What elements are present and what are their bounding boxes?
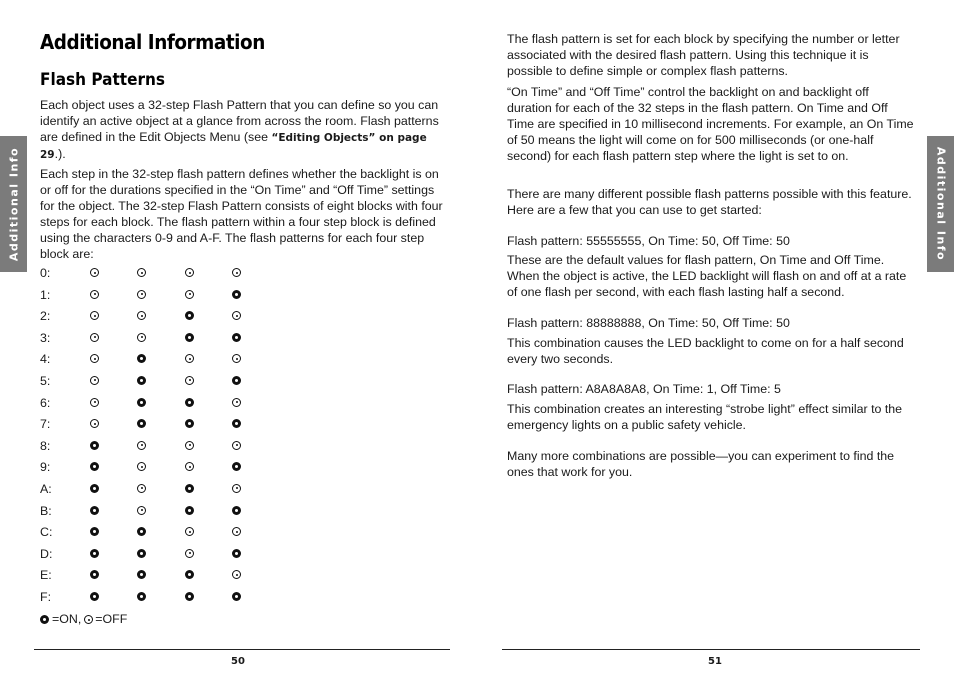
side-tab-label: Additional Info <box>934 146 947 262</box>
off-dot-icon <box>90 333 99 342</box>
on-dot-icon <box>232 333 241 342</box>
pattern-row <box>40 439 300 461</box>
intro-paragraph <box>40 97 445 163</box>
off-dot-icon <box>185 354 194 363</box>
right-page <box>477 0 954 684</box>
off-dot-icon <box>232 268 241 277</box>
off-dot-icon <box>185 527 194 536</box>
example-heading: Flash pattern: 55555555, On Time: 50, Off Time: 50 <box>507 234 790 248</box>
off-dot-icon <box>232 484 241 493</box>
pattern-code-label: 4: <box>40 352 51 367</box>
off-dot-icon <box>232 354 241 363</box>
pattern-row <box>40 568 300 590</box>
on-dot-icon <box>137 549 146 558</box>
on-dot-icon <box>90 506 99 515</box>
on-dot-icon <box>137 527 146 536</box>
closing-paragraph: Many more combinations are possible—you can experiment to find the ones that work for you. <box>507 449 895 479</box>
on-dot-icon <box>137 570 146 579</box>
example-heading: Flash pattern: A8A8A8A8, On Time: 1, Off Time: 5 <box>507 382 781 396</box>
on-dot-icon <box>137 592 146 601</box>
off-dot-icon <box>137 462 146 471</box>
on-dot-icon <box>185 311 194 320</box>
page-title: Additional Information <box>40 30 265 54</box>
on-dot-icon <box>185 570 194 579</box>
off-dot-icon <box>137 311 146 320</box>
off-dot-icon <box>232 570 241 579</box>
on-dot-icon <box>232 419 241 428</box>
pattern-row <box>40 417 300 439</box>
pattern-row <box>40 396 300 418</box>
pattern-code-label: C: <box>40 525 53 540</box>
on-dot-icon <box>90 592 99 601</box>
paragraph-examples-intro: There are many different possible flash patterns possible with this feature. Here are a few that you can use to get started: <box>507 187 912 217</box>
pattern-code-label: 8: <box>40 438 51 453</box>
on-dot-icon <box>185 419 194 428</box>
off-dot-icon <box>185 376 194 385</box>
off-dot-icon <box>84 615 93 624</box>
on-dot-icon <box>137 354 146 363</box>
on-dot-icon <box>137 398 146 407</box>
on-dot-icon <box>232 506 241 515</box>
pattern-code-label: D: <box>40 546 53 561</box>
section-heading: Flash Patterns <box>40 70 166 90</box>
on-dot-icon <box>185 398 194 407</box>
off-dot-icon <box>90 376 99 385</box>
off-dot-icon <box>137 290 146 299</box>
side-tab-label: Additional Info <box>7 146 20 262</box>
on-dot-icon <box>232 549 241 558</box>
intro-text: Each object uses a 32-step Flash Pattern that you can define so you can identify an active object at a glance from across the room. Flash patterns are defined in the Edit Objects Menu (see <box>40 98 439 144</box>
intro-text-end: .). <box>54 147 66 161</box>
on-dot-icon <box>232 376 241 385</box>
off-dot-icon <box>137 333 146 342</box>
off-dot-icon <box>90 419 99 428</box>
paragraph-block-setting: The flash pattern is set for each block by specifying the number or letter associated with the desired flash pattern. Using this technique it is possible to define simple or complex flash patterns. <box>507 32 900 78</box>
pattern-row <box>40 590 300 612</box>
footer-rule <box>34 649 450 650</box>
pattern-code-label: 9: <box>40 460 51 475</box>
off-dot-icon <box>137 506 146 515</box>
pattern-row <box>40 331 300 353</box>
off-dot-icon <box>232 527 241 536</box>
on-dot-icon <box>185 506 194 515</box>
cross-reference-link[interactable]: “Editing Objects” on page 29 <box>40 132 427 161</box>
off-dot-icon <box>185 549 194 558</box>
off-dot-icon <box>137 484 146 493</box>
off-dot-icon <box>137 441 146 450</box>
steps-paragraph: Each step in the 32-step flash pattern defines whether the backlight is on or off for the durations specified in the “On Time” and “Off Time” settings for the object. The 32-step Flash Pattern consists of eight blocks with four steps for each block. The flash pattern within a four step block is defined using the characters 0-9 and A-F. The flash patterns for each four step block are: <box>40 167 443 261</box>
off-dot-icon <box>232 441 241 450</box>
on-dot-icon <box>232 592 241 601</box>
off-dot-icon <box>185 462 194 471</box>
pattern-code-label: 1: <box>40 287 51 302</box>
off-dot-icon <box>90 268 99 277</box>
on-dot-icon <box>90 527 99 536</box>
pattern-code-label: 2: <box>40 309 51 324</box>
pattern-row <box>40 266 300 288</box>
pattern-row <box>40 547 300 569</box>
off-dot-icon <box>90 311 99 320</box>
pattern-code-label: 7: <box>40 417 51 432</box>
on-dot-icon <box>90 484 99 493</box>
pattern-row <box>40 288 300 310</box>
on-dot-icon <box>185 592 194 601</box>
off-dot-icon <box>232 311 241 320</box>
on-dot-icon <box>137 376 146 385</box>
paragraph-on-off-time: “On Time” and “Off Time” control the backlight on and backlight off duration for each of the 32 steps in the flash pattern. On Time and Off Time are specified in 10 millisecond increments. For example, an On Time of 50 means the light will come on for 500 milliseconds (or one-half second) for each flash pattern step where the light is set to on. <box>507 85 914 163</box>
off-dot-icon <box>90 290 99 299</box>
pattern-code-label: B: <box>40 503 52 518</box>
on-dot-icon <box>90 549 99 558</box>
page-number: 51 <box>708 656 722 667</box>
on-dot-icon <box>185 333 194 342</box>
pattern-row <box>40 525 300 547</box>
on-dot-icon <box>185 484 194 493</box>
pattern-row <box>40 374 300 396</box>
on-dot-icon <box>90 570 99 579</box>
example-heading: Flash pattern: 88888888, On Time: 50, Off Time: 50 <box>507 316 790 330</box>
on-dot-icon <box>232 462 241 471</box>
off-dot-icon <box>185 268 194 277</box>
footer-rule <box>502 649 920 650</box>
pattern-code-label: A: <box>40 481 52 496</box>
page-number: 50 <box>231 656 245 667</box>
off-dot-icon <box>90 354 99 363</box>
on-dot-icon <box>40 615 49 624</box>
on-dot-icon <box>137 419 146 428</box>
pattern-code-label: 5: <box>40 373 51 388</box>
legend-on-label: =ON, <box>52 612 82 626</box>
pattern-row <box>40 309 300 331</box>
pattern-code-label: 3: <box>40 330 51 345</box>
example-description: This combination creates an interesting “strobe light” effect similar to the emergency lights on a public safety vehicle. <box>507 402 903 432</box>
pattern-row <box>40 504 300 526</box>
off-dot-icon <box>137 268 146 277</box>
off-dot-icon <box>232 398 241 407</box>
pattern-row <box>40 460 300 482</box>
side-tab-left <box>0 136 27 272</box>
off-dot-icon <box>185 290 194 299</box>
off-dot-icon <box>90 398 99 407</box>
pattern-code-label: F: <box>40 589 52 604</box>
off-dot-icon <box>185 441 194 450</box>
pattern-code-label: E: <box>40 568 52 583</box>
example-description: This combination causes the LED backlight to come on for a half second every two seconds. <box>507 336 904 366</box>
pattern-row <box>40 482 300 504</box>
flash-pattern-table <box>40 266 300 612</box>
on-dot-icon <box>90 462 99 471</box>
example-description: These are the default values for flash pattern, On Time and Off Time. When the object is active, the LED backlight will flash on and off at a rate of one flash per second, with each flash lasting half a second. <box>507 253 907 299</box>
pattern-code-label: 0: <box>40 266 51 280</box>
on-dot-icon <box>90 441 99 450</box>
pattern-code-label: 6: <box>40 395 51 410</box>
side-tab-right <box>927 136 954 272</box>
on-dot-icon <box>232 290 241 299</box>
pattern-legend <box>40 612 240 628</box>
legend-off-label: =OFF <box>95 612 128 626</box>
pattern-row <box>40 352 300 374</box>
